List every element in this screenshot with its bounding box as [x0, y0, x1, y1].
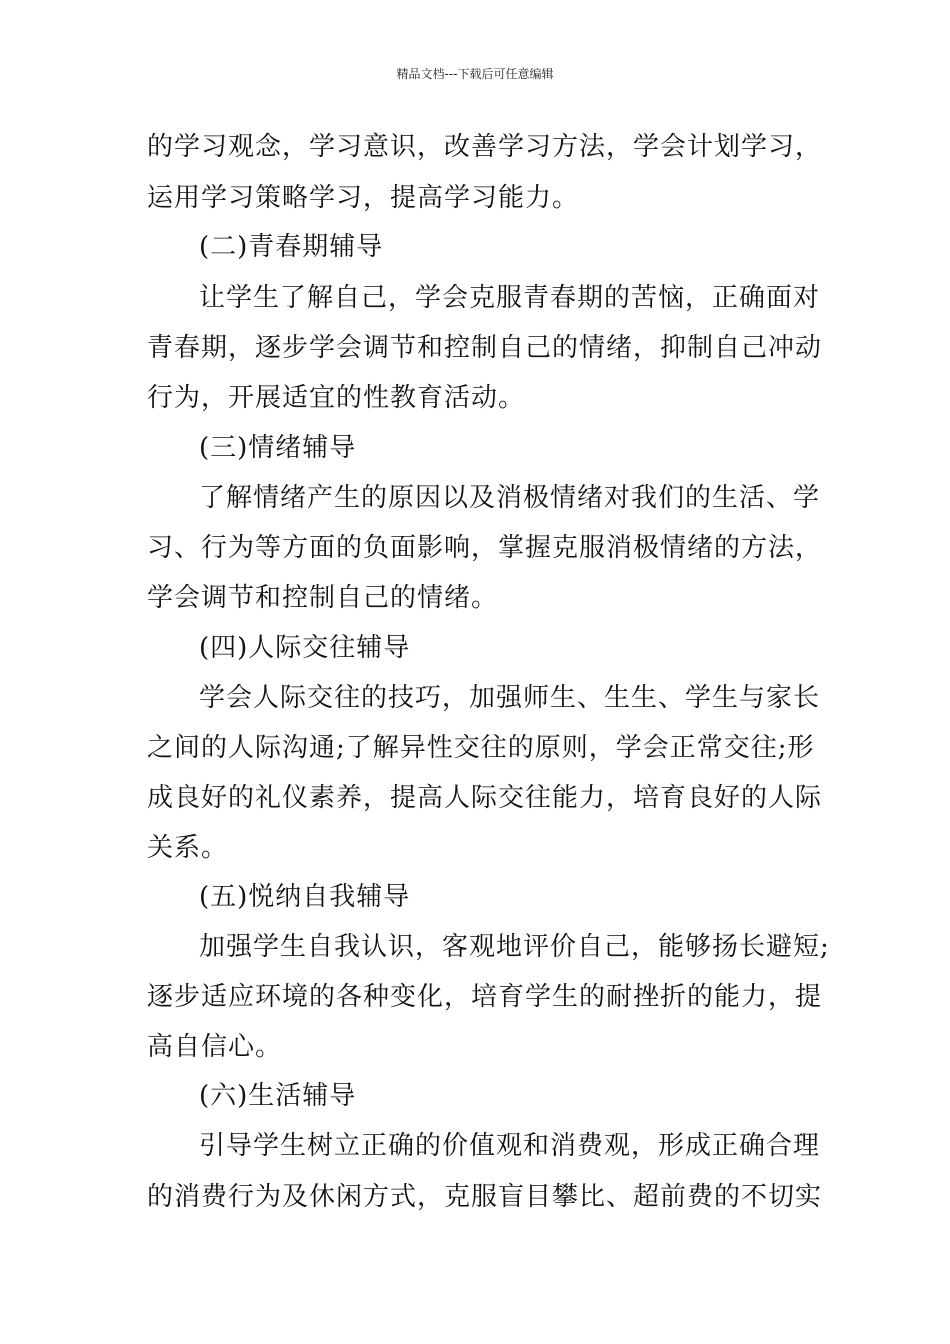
body-text-line: 之间的人际沟通;了解异性交往的原则，学会正常交往;形	[147, 733, 815, 763]
body-text-line: 关系。	[147, 833, 229, 863]
paragraph-first-line: 引导学生树立正确的价值观和消费观，形成正确合理	[199, 1131, 821, 1161]
paragraph-first-line: 加强学生自我认识，客观地评价自己，能够扬长避短;	[199, 932, 830, 962]
body-text-line: 学会调节和控制自己的情绪。	[147, 583, 499, 613]
section-heading-life: (六)生活辅导	[199, 1081, 357, 1111]
paragraph-first-line: 学会人际交往的技巧，加强师生、生生、学生与家长	[199, 683, 821, 713]
body-text-line: 逐步适应环境的各种变化，培育学生的耐挫折的能力，提	[147, 982, 823, 1012]
section-heading-self-acceptance: (五)悦纳自我辅导	[199, 882, 411, 912]
section-heading-adolescence: (二)青春期辅导	[199, 232, 384, 262]
section-heading-interpersonal: (四)人际交往辅导	[199, 633, 411, 663]
body-text-line: 青春期，逐步学会调节和控制自己的情绪，抑制自己冲动	[147, 333, 823, 363]
body-text-line: 成良好的礼仪素养，提高人际交往能力，培育良好的人际	[147, 783, 823, 813]
body-text-line: 习、行为等方面的负面影响，掌握克服消极情绪的方法，	[147, 533, 823, 563]
body-text-line: 运用学习策略学习，提高学习能力。	[147, 183, 580, 213]
body-text-line: 的消费行为及休闲方式，克服盲目攀比、超前费的不切实	[147, 1182, 823, 1212]
section-heading-emotion: (三)情绪辅导	[199, 433, 357, 463]
paragraph-first-line: 了解情绪产生的原因以及消极情绪对我们的生活、学	[199, 483, 821, 513]
paragraph-first-line: 让学生了解自己，学会克服青春期的苦恼，正确面对	[199, 283, 821, 313]
page-header: 精品文档---下载后可任意编辑	[396, 67, 554, 81]
body-text-line: 高自信心。	[147, 1032, 283, 1062]
body-text-line: 的学习观念，学习意识，改善学习方法，学会计划学习，	[147, 132, 823, 162]
body-text-line: 行为，开展适宜的性教育活动。	[147, 383, 526, 413]
